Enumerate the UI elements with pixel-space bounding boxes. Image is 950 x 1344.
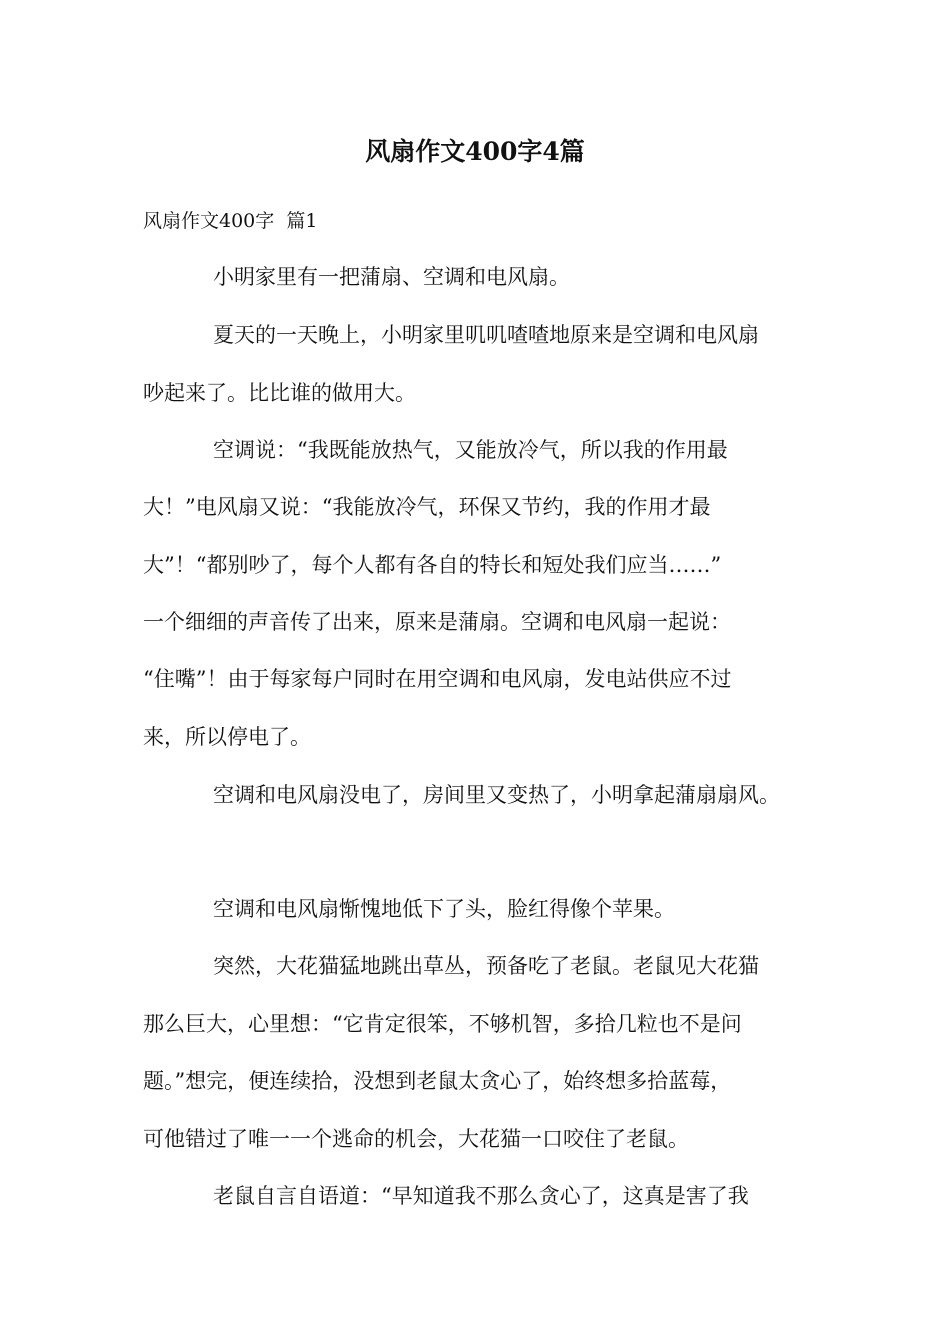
paragraph-line: 大”！“都别吵了，每个人都有各自的特长和短处我们应当……” [143, 553, 722, 577]
paragraph-line: 大！”电风扇又说：“我能放冷气，环保又节约，我的作用才最 [143, 495, 711, 519]
paragraph-line: 一个细细的声音传了出来，原来是蒲扇。空调和电风扇一起说： [143, 610, 731, 634]
section-heading: 风扇作文400字 篇1 [143, 210, 318, 232]
paragraph-line: 小明家里有一把蒲扇、空调和电风扇。 [213, 265, 570, 289]
paragraph-line: 那么巨大，心里想：“它肯定很笨，不够机智，多拾几粒也不是问 [143, 1012, 742, 1036]
paragraph-line: 空调和电风扇惭愧地低下了头，脸红得像个苹果。 [213, 897, 675, 921]
paragraph-line: 夏天的一天晚上，小明家里叽叽喳喳地原来是空调和电风扇 [213, 323, 759, 347]
paragraph-line: 题。”想完，便连续拾，没想到老鼠太贪心了，始终想多拾蓝莓， [143, 1069, 732, 1093]
document-title: 风扇作文400字4篇 [365, 137, 585, 166]
paragraph-line: 老鼠自言自语道：“早知道我不那么贪心了，这真是害了我 [213, 1184, 749, 1208]
paragraph-line: “住嘴”！由于每家每户同时在用空调和电风扇，发电站供应不过 [143, 667, 732, 691]
paragraph-line: 吵起来了。比比谁的做用大。 [143, 381, 416, 405]
paragraph-line: 可他错过了唯一一个逃命的机会，大花猫一口咬住了老鼠。 [143, 1127, 689, 1151]
paragraph-line: 空调说：“我既能放热气，又能放冷气，所以我的作用最 [213, 438, 728, 462]
paragraph-line: 突然，大花猫猛地跳出草丛，预备吃了老鼠。老鼠见大花猫 [213, 954, 759, 978]
paragraph-line: 来，所以停电了。 [143, 725, 311, 749]
paragraph-line: 空调和电风扇没电了，房间里又变热了，小明拿起蒲扇扇风。 [213, 783, 780, 807]
